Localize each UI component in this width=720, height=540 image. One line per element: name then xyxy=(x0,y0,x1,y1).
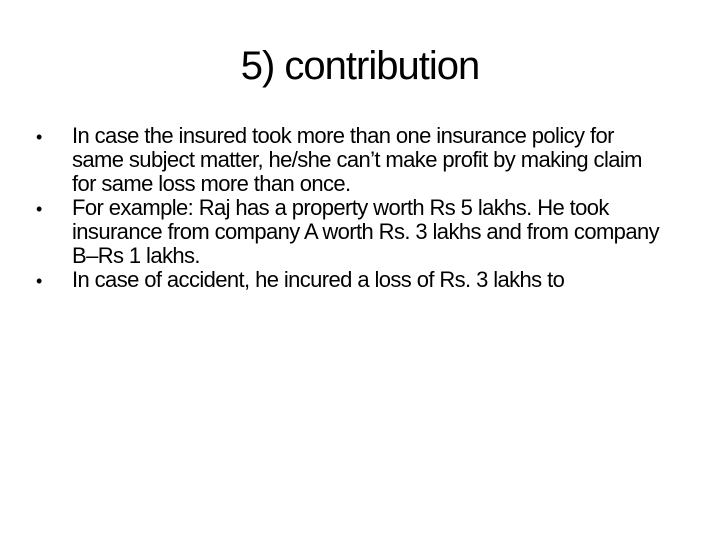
bullet-text: In case of accident, he incured a loss of Rs. 3 lakhs to xyxy=(72,267,565,292)
bullet-item xyxy=(36,268,666,292)
bullet-item xyxy=(36,196,666,268)
bullet-icon: • xyxy=(36,199,42,219)
slide-title: 5) contribution xyxy=(240,44,480,88)
bullet-icon: • xyxy=(36,127,42,147)
bullet-text: In case the insured took more than one insurance policy for same subject matter, he/she can’t make profit by making claim for same loss more than once. xyxy=(72,123,642,196)
bullet-icon: • xyxy=(36,271,42,291)
bullet-list xyxy=(36,124,666,292)
bullet-item xyxy=(36,124,666,196)
bullet-text: For example: Raj has a property worth Rs 5 lakhs. He took insurance from company A worth Rs. 3 lakhs and from company B–Rs 1 lakhs. xyxy=(72,195,659,268)
